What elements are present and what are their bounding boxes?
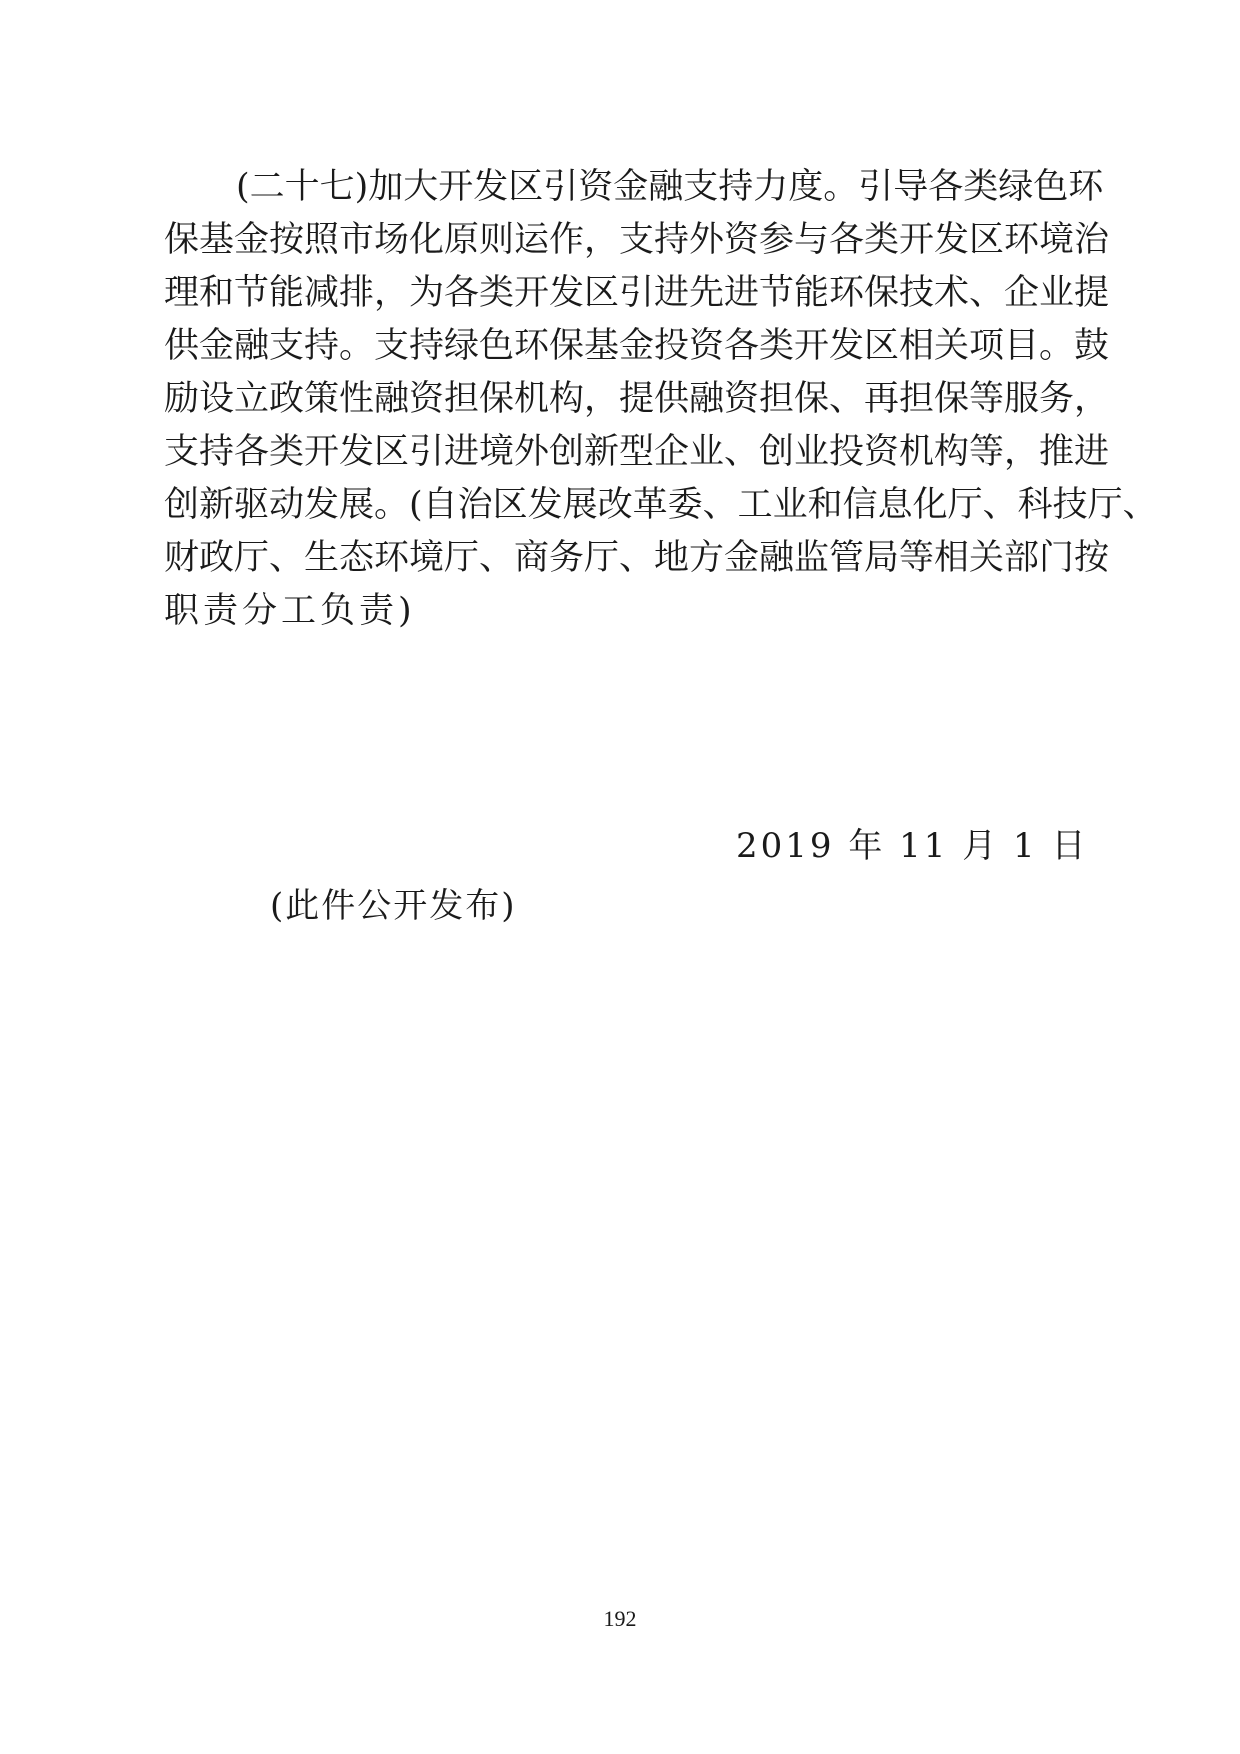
paragraph-line: 保基金按照市场化原则运作，支持外资参与各类开发区环境治 bbox=[164, 220, 1110, 260]
paragraph-line: 供金融支持。支持绿色环保基金投资各类开发区相关项目。鼓 bbox=[164, 326, 1110, 366]
paragraph-line: 职责分工负责) bbox=[164, 591, 416, 631]
paragraph-line: (二十七)加大开发区引资金融支持力度。引导各类绿色环 bbox=[236, 167, 1104, 207]
document-date: 2019 年 11 月 1 日 bbox=[736, 826, 1089, 866]
paragraph-line: 财政厅、生态环境厅、商务厅、地方金融监管局等相关部门按 bbox=[164, 538, 1110, 578]
paragraph-line: 理和节能减排，为各类开发区引进先进节能环保技术、企业提 bbox=[164, 273, 1110, 313]
paragraph-line: 支持各类开发区引进境外创新型企业、创业投资机构等，推进 bbox=[164, 432, 1110, 472]
page-number: 192 bbox=[603, 1606, 637, 1631]
paragraph-line: 创新驱动发展。(自治区发展改革委、工业和信息化厅、科技厅、 bbox=[164, 485, 1158, 525]
publication-note: (此件公开发布) bbox=[270, 886, 517, 926]
paragraph-line: 励设立政策性融资担保机构，提供融资担保、再担保等服务， bbox=[164, 379, 1110, 419]
